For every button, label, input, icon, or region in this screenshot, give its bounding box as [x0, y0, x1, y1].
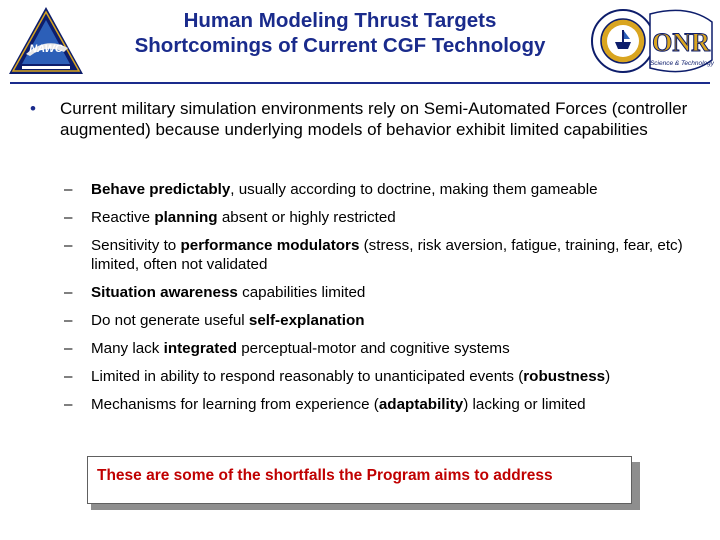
main-bullet-text: Current military simulation environments rely on Semi-Automated Forces (controller augmented) because underlying models of behavior exhibit limited capabilities	[60, 99, 688, 139]
dash-icon: –	[64, 311, 73, 329]
sub-bullet-item: – Reactive planning absent or highly restricted	[64, 209, 396, 226]
nawc-logo-icon	[8, 6, 84, 76]
main-bullet	[30, 98, 690, 140]
sub-bullet-emphasis: performance modulators	[180, 237, 360, 254]
dash-icon: –	[64, 283, 73, 301]
sub-bullet-list	[64, 181, 704, 424]
sub-bullet-item: – Mechanisms for learning from experience (adaptability) lacking or limited	[64, 395, 586, 413]
sub-bullet-emphasis: Behave predictably	[91, 181, 231, 198]
sub-bullet-emphasis: Situation awareness	[91, 283, 238, 301]
title-line-2: Shortcomings of Current CGF Technology	[134, 34, 546, 57]
dash-icon: –	[64, 395, 73, 413]
sub-bullet-item: – Behave predictably, usually according to doctrine, making them gameable	[64, 181, 598, 198]
sub-bullet-emphasis: robustness	[523, 367, 606, 385]
callout-text: These are some of the shortfalls the Program aims to address	[97, 467, 553, 484]
sub-bullet-item: – Limited in ability to respond reasonably to unanticipated events (robustness)	[64, 367, 611, 385]
sub-bullet-item: – Situation awareness capabilities limited	[64, 283, 366, 301]
sub-bullet-item: – Many lack integrated perceptual-motor and cognitive systems	[64, 339, 510, 357]
sub-bullet-item: – Do not generate useful self-explanation	[64, 311, 365, 329]
sub-bullet-emphasis: integrated	[163, 339, 238, 357]
title-line-1: Human Modeling Thrust Targets	[183, 9, 497, 32]
dash-icon: –	[64, 181, 73, 198]
dash-icon: –	[64, 367, 73, 385]
page-title	[90, 8, 590, 58]
sub-bullet-emphasis: adaptability	[378, 395, 464, 413]
title-divider	[10, 82, 710, 84]
sub-bullet-emphasis: planning	[154, 209, 218, 226]
dash-icon: –	[64, 339, 73, 357]
onr-logo-icon	[590, 8, 714, 74]
nawc-logo-text: NAWC	[29, 43, 63, 55]
bullet-icon: •	[30, 99, 36, 118]
sub-bullet-item: – Sensitivity to performance modulators (stress, risk aversion, fatigue, training, fear, etc) limited, often not validated	[64, 237, 683, 273]
onr-logo-text: ONR	[652, 28, 710, 57]
dash-icon: –	[64, 209, 73, 226]
svg-text:Science & Technology: Science & Technology	[649, 60, 714, 67]
dash-icon: –	[64, 237, 73, 254]
sub-bullet-emphasis: self-explanation	[248, 311, 365, 329]
